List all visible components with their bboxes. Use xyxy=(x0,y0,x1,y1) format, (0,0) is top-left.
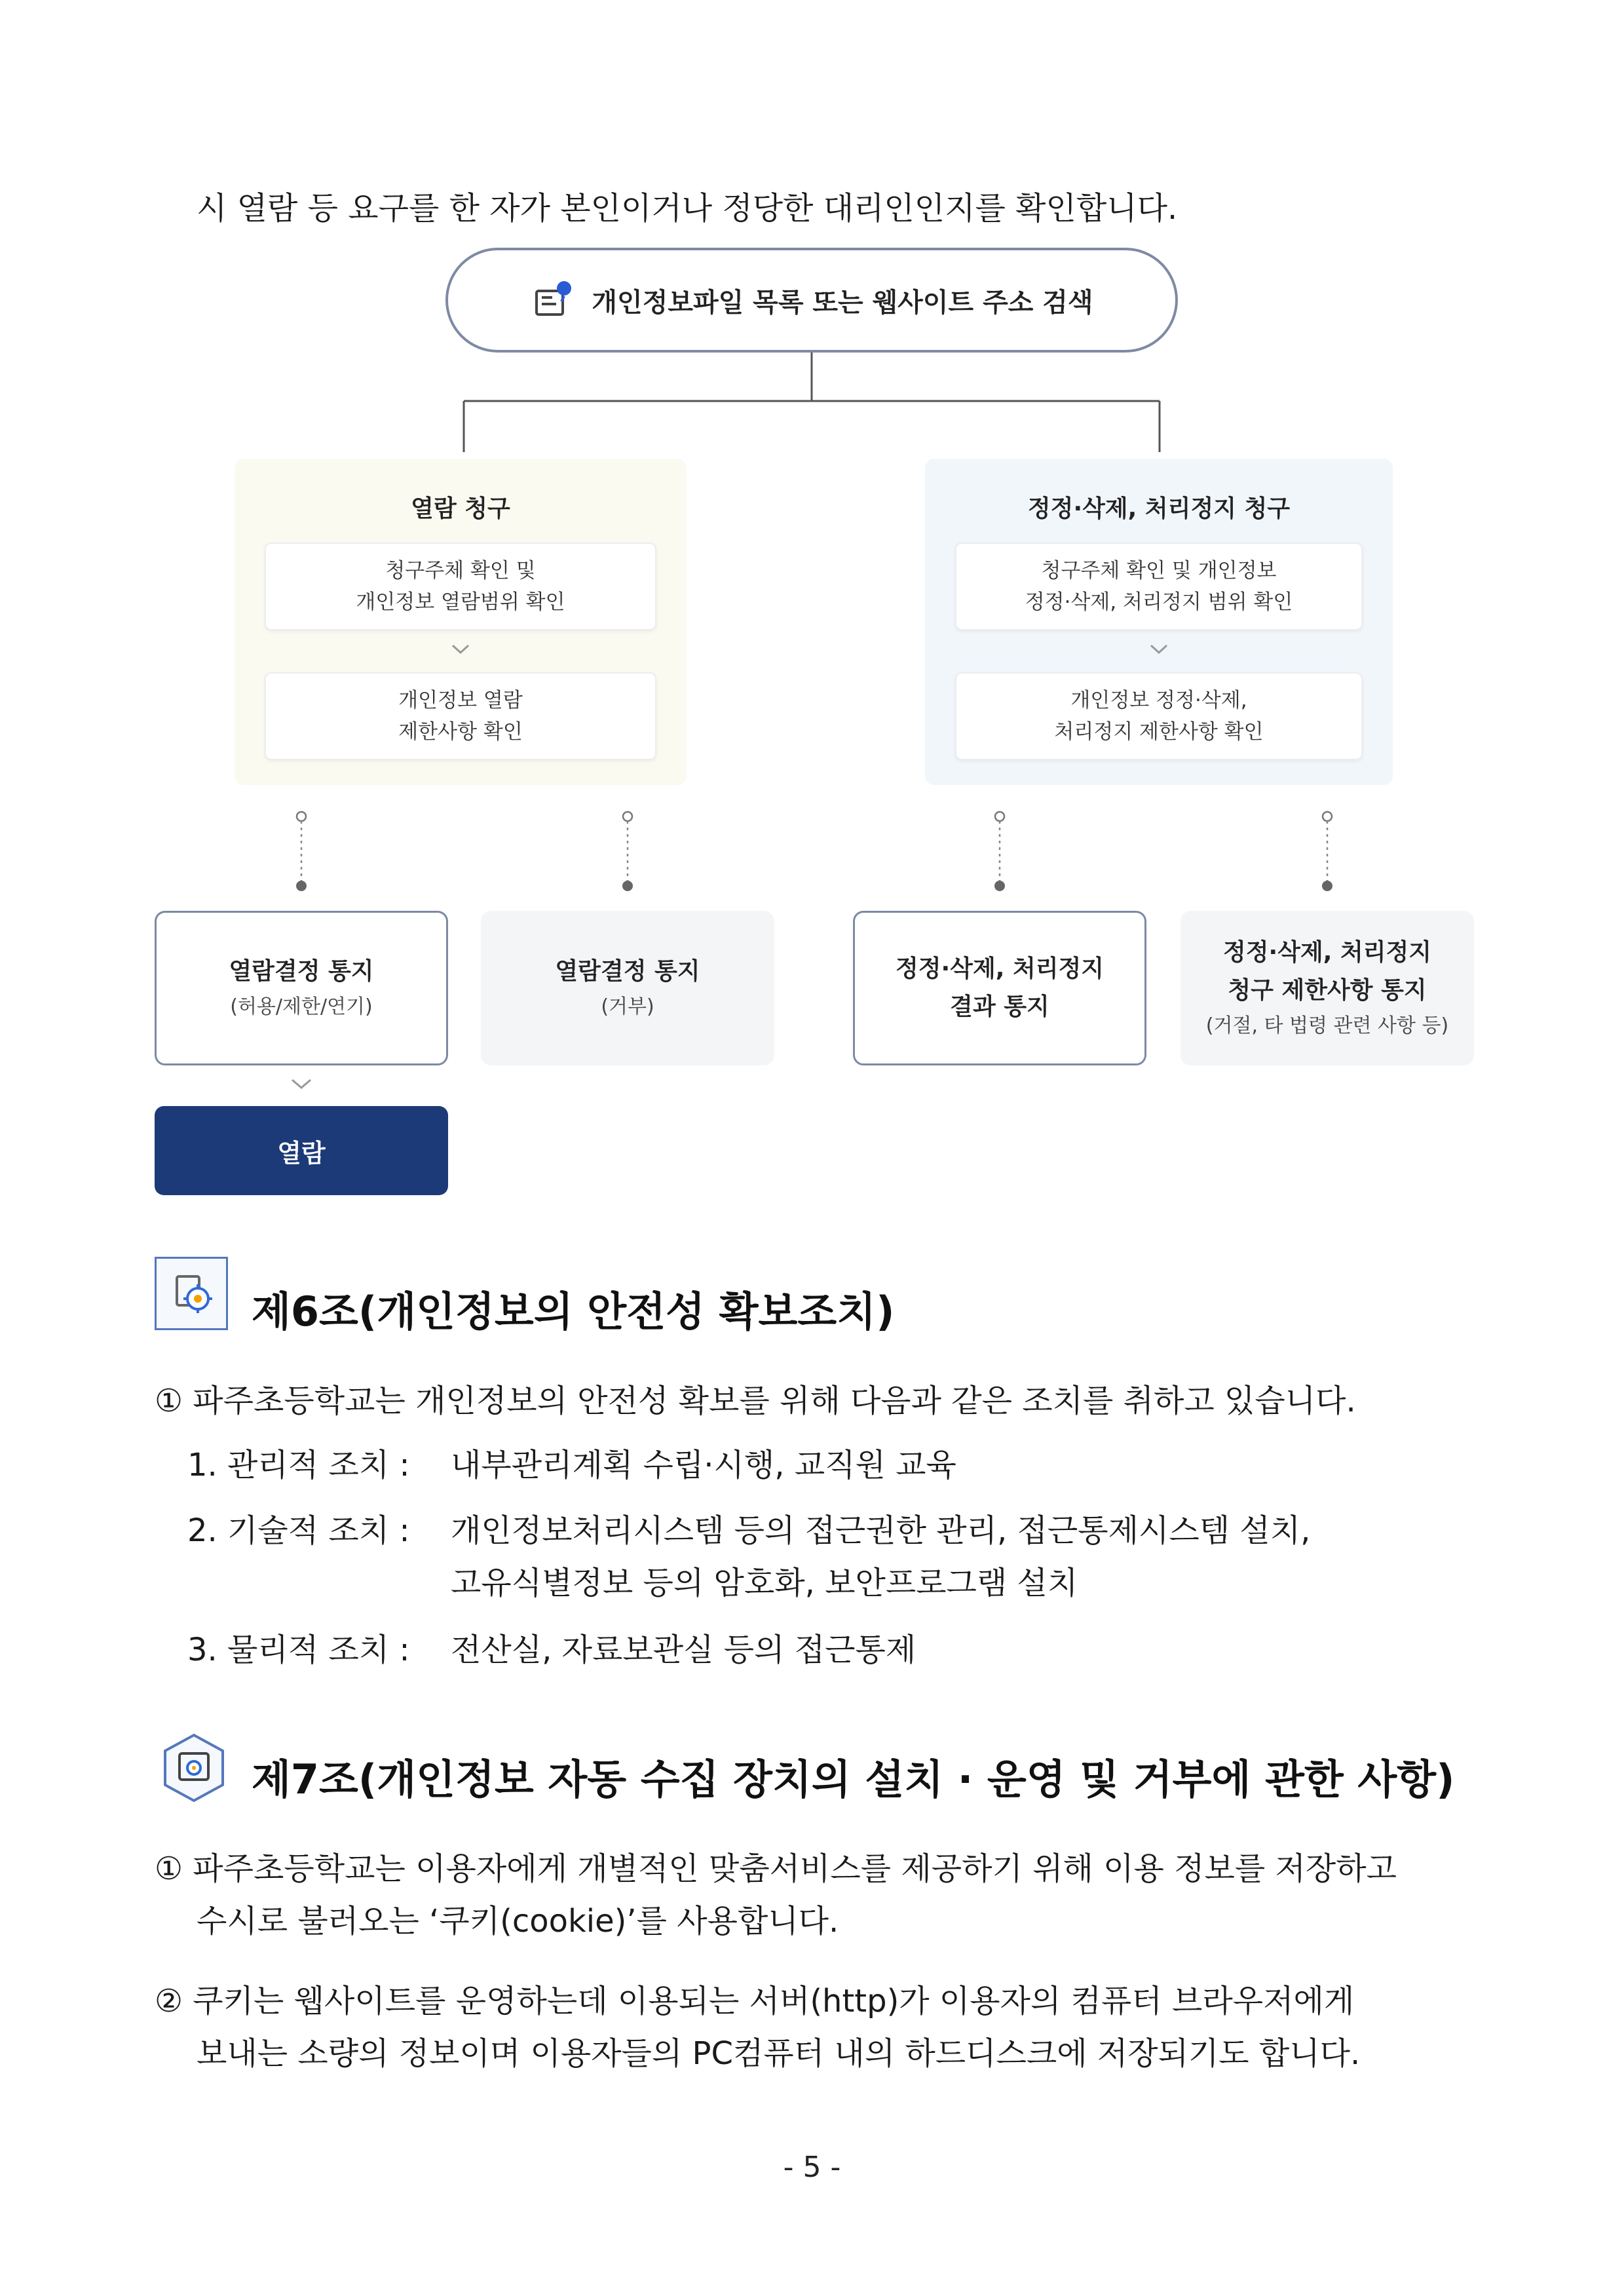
dotted-connector-1 xyxy=(296,812,307,891)
correction-request-step-2 xyxy=(955,672,1363,760)
article-6-item-3-text: 전산실, 자료보관실 등의 접근통제 xyxy=(451,1632,916,1668)
step-text: 개인정보 정정·삭제, xyxy=(1070,689,1247,712)
correction-request-title: 정정·삭제, 처리정지 청구 xyxy=(1027,495,1291,522)
correction-request-step-1 xyxy=(955,543,1363,630)
step-text: 정정·삭제, 처리정지 범위 확인 xyxy=(1025,590,1293,614)
chevron-down-icon xyxy=(1150,643,1168,655)
step-text: 청구주체 확인 및 xyxy=(385,559,536,583)
view-request-step-2 xyxy=(265,672,656,760)
chevron-down-icon xyxy=(451,643,470,655)
step-text: 제한사항 확인 xyxy=(398,720,523,744)
step-text: 청구주체 확인 및 개인정보 xyxy=(1041,559,1277,583)
article-6-title: 제6조(개인정보의 안전성 확보조치) xyxy=(252,1288,895,1335)
correction-request-panel xyxy=(925,459,1393,785)
step-text: 처리정지 제한사항 확인 xyxy=(1054,720,1264,744)
view-request-step-1 xyxy=(265,543,656,630)
result-title: 정정·삭제, 처리정지 xyxy=(1222,939,1432,966)
result-subtitle: (허용/제한/연기) xyxy=(230,995,373,1018)
document-search-icon xyxy=(530,277,577,324)
result-view-decision-allowed xyxy=(155,911,448,1065)
page-number: - 5 - xyxy=(783,2151,841,2184)
search-step xyxy=(445,248,1178,353)
article-7-paragraph-2-line-2: 보내는 소량의 정보이며 이용자들의 PC컴퓨터 내의 하드디스크에 저장되기도 합니다. xyxy=(197,2035,1361,2072)
step-text: 개인정보 열람범위 확인 xyxy=(356,590,565,614)
step-text: 개인정보 열람 xyxy=(398,689,523,712)
article-6-item-1-label: 1. 관리적 조치 : xyxy=(187,1447,410,1483)
result-title: 열람결정 통지 xyxy=(229,958,374,985)
result-correction-outcome xyxy=(853,911,1146,1065)
result-view-decision-denied xyxy=(481,911,774,1065)
result-subtitle: (거부) xyxy=(601,995,654,1018)
result-subtitle: (거절, 타 법령 관련 사항 등) xyxy=(1205,1014,1449,1037)
article-6-item-2-label: 2. 기술적 조치 : xyxy=(187,1512,410,1549)
article-6-item-1-text: 내부관리계획 수립·시행, 교직원 교육 xyxy=(451,1447,956,1483)
view-final-step: 열람 xyxy=(155,1106,448,1195)
dotted-connector-4 xyxy=(1322,812,1332,891)
article-6-item-2-text-cont: 고유식별정보 등의 암호화, 보안프로그램 설치 xyxy=(451,1565,1078,1601)
search-step-label: 개인정보파일 목록 또는 웹사이트 주소 검색 xyxy=(592,287,1093,318)
result-correction-restriction xyxy=(1180,911,1474,1065)
result-title: 정정·삭제, 처리정지 xyxy=(895,955,1105,982)
chevron-down-icon xyxy=(292,1080,311,1088)
result-title: 결과 통지 xyxy=(950,993,1049,1020)
dotted-connector-2 xyxy=(622,812,633,891)
article-6-paragraph: ① 파주초등학교는 개인정보의 안전성 확보를 위해 다음과 같은 조치를 취하고 있습니다. xyxy=(155,1383,1356,1419)
article-7-paragraph-1-line-1: ① 파주초등학교는 이용자에게 개별적인 맞춤서비스를 제공하기 위해 이용 정보를 저장하고 xyxy=(155,1850,1397,1887)
dotted-connector-3 xyxy=(994,812,1005,891)
security-settings-icon xyxy=(155,1257,228,1330)
article-7-title: 제7조(개인정보 자동 수집 장치의 설치 · 운영 및 거부에 관한 사항) xyxy=(252,1755,1455,1803)
view-request-title: 열람 청구 xyxy=(411,495,510,522)
view-request-panel xyxy=(235,459,687,785)
article-7-paragraph-2-line-1: ② 쿠키는 웹사이트를 운영하는데 이용되는 서버(http)가 이용자의 컴퓨터 브라우저에게 xyxy=(155,1983,1355,2019)
article-7-paragraph-1-line-2: 수시로 불러오는 ‘쿠키(cookie)’를 사용합니다. xyxy=(197,1903,839,1940)
result-title: 청구 제한사항 통지 xyxy=(1228,977,1427,1004)
article-6-item-3-label: 3. 물리적 조치 : xyxy=(187,1632,410,1668)
intro-line: 시 열람 등 요구를 한 자가 본인이거나 정당한 대리인인지를 확인합니다. xyxy=(197,190,1178,227)
result-title: 열람결정 통지 xyxy=(555,958,700,985)
cookie-settings-icon xyxy=(157,1731,231,1805)
article-6-item-2-text: 개인정보처리시스템 등의 접근권한 관리, 접근통제시스템 설치, xyxy=(451,1512,1311,1549)
